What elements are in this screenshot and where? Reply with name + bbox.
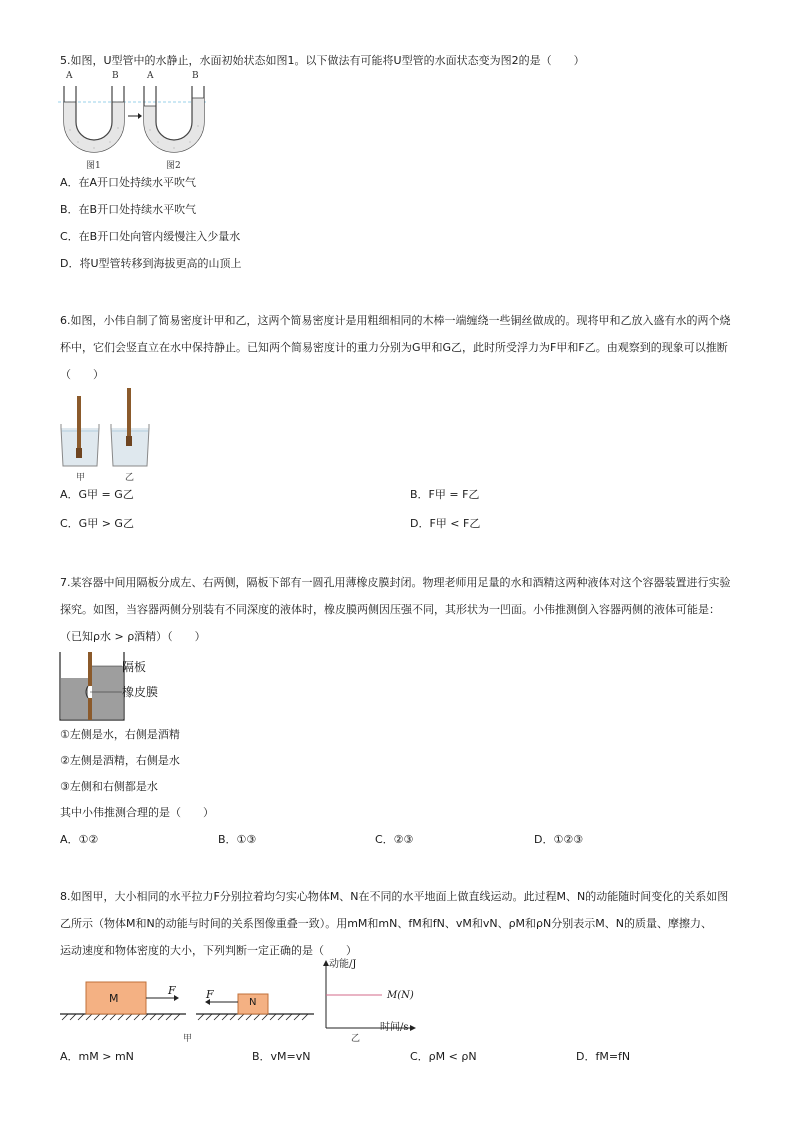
q8-stem-line3: 运动速度和物体密度的大小，下列判断一定正确的是（ ） — [60, 944, 357, 957]
q5-label-b1: B — [112, 71, 119, 81]
q6-stem-line3: （ ） — [60, 368, 104, 381]
q7-stem-line1: 7.某容器中间用隔板分成左、右两侧，隔板下部有一圆孔用薄橡皮膜封闭。物理老师用足量的水和酒精这两种液体对这个容器装置进行实验 — [60, 576, 731, 589]
q5-fig1-label: 图1 — [86, 161, 101, 171]
q6-option-c[interactable]: C．G甲 > G乙 — [60, 517, 134, 530]
q8-stem-line2: 乙所示（物体M和N的动能与时间的关系图像重叠一致）。用mM和mN、fM和fN、vM和vN、ρM和ρN分别表示M、N的质量、摩擦力、 — [60, 917, 712, 930]
q6-stem-line1: 6.如图，小伟自制了简易密度计甲和乙，这两个简易密度计是用粗细相同的木棒一端缠绕一些铜丝做成的。现将甲和乙放入盛有水的两个烧 — [60, 314, 731, 327]
q8-option-c[interactable]: C．ρM < ρN — [410, 1050, 477, 1063]
q8-option-d[interactable]: D．fM=fN — [576, 1050, 631, 1063]
q7-guess-1: ①左侧是水，右侧是酒精 — [60, 728, 180, 741]
q7-option-a[interactable]: A．①② — [60, 833, 99, 846]
q6-option-a[interactable]: A．G甲 = G乙 — [60, 488, 134, 501]
q5-option-a[interactable]: A．在A开口处持续水平吹气 — [60, 176, 197, 189]
q8-blocks-figure — [58, 976, 318, 1026]
q5-label-b2: B — [192, 71, 199, 81]
q6-label-yi: 乙 — [125, 473, 135, 483]
q7-stem-line3: （已知ρ水 > ρ酒精）（ ） — [60, 630, 206, 643]
q5-stem: 5.如图，U型管中的水静止，水面初始状态如图1。以下做法有可能将U型管的水面状态变为图2的是（ ） — [60, 54, 585, 67]
q5-option-b[interactable]: B．在B开口处持续水平吹气 — [60, 203, 197, 216]
q8-force-label-2: F — [206, 988, 214, 1001]
q8-axis-x-label: 时间/s — [380, 1022, 409, 1033]
q6-label-jia: 甲 — [76, 473, 86, 483]
q7-guess-3: ③左侧和右侧都是水 — [60, 780, 158, 793]
q6-option-b[interactable]: B．F甲 = F乙 — [410, 488, 480, 501]
q5-u-tube-figure — [58, 82, 208, 158]
q8-force-label-1: F — [168, 984, 176, 997]
q6-option-d[interactable]: D．F甲 < F乙 — [410, 517, 481, 530]
q8-block-n-label: N — [249, 997, 257, 1008]
q8-stem-line1: 8.如图甲，大小相同的水平拉力F分别拉着均匀实心物体M、N在不同的水平地面上做直线运动。此过程M、N的动能随时间变化的关系如图 — [60, 890, 729, 903]
q7-stem-line2: 探究。如图，当容器两侧分别装有不同深度的液体时，橡皮膜两侧因压强不同，其形状为一凹面。小伟推测倒入容器两侧的液体可能是： — [60, 603, 720, 616]
q8-label-yi: 乙 — [351, 1034, 361, 1044]
q7-option-c[interactable]: C．②③ — [375, 833, 414, 846]
q7-container-figure — [58, 652, 128, 722]
q8-label-jia: 甲 — [183, 1034, 193, 1044]
q8-axis-y-label: 动能/J — [329, 959, 357, 970]
q5-option-d[interactable]: D．将U型管转移到海拔更高的山顶上 — [60, 257, 242, 270]
q8-curve-label: M(N) — [387, 990, 414, 1001]
q6-stem-line2: 杯中，它们会竖直立在水中保持静止。已知两个简易密度计的重力分别为G甲和G乙，此时所受浮力为F甲和F乙。由观察到的现象可以推断 — [60, 341, 728, 354]
q5-fig2-label: 图2 — [166, 161, 181, 171]
q7-guess-2: ②左侧是酒精，右侧是水 — [60, 754, 180, 767]
q7-option-d[interactable]: D．①②③ — [534, 833, 584, 846]
q8-option-b[interactable]: B．vM=vN — [252, 1050, 311, 1063]
q8-option-a[interactable]: A．mM > mN — [60, 1050, 134, 1063]
q5-label-a1: A — [66, 71, 73, 81]
q7-label-membrane: 橡皮膜 — [122, 685, 159, 699]
q5-label-a2: A — [147, 71, 154, 81]
q8-block-m-label: M — [109, 992, 119, 1005]
q7-option-b[interactable]: B．①③ — [218, 833, 257, 846]
q5-option-c[interactable]: C．在B开口处向管内缓慢注入少量水 — [60, 230, 241, 243]
q7-ask: 其中小伟推测合理的是（ ） — [60, 806, 214, 819]
q6-beakers-figure — [58, 386, 154, 468]
q7-label-partition: 隔板 — [122, 660, 147, 674]
